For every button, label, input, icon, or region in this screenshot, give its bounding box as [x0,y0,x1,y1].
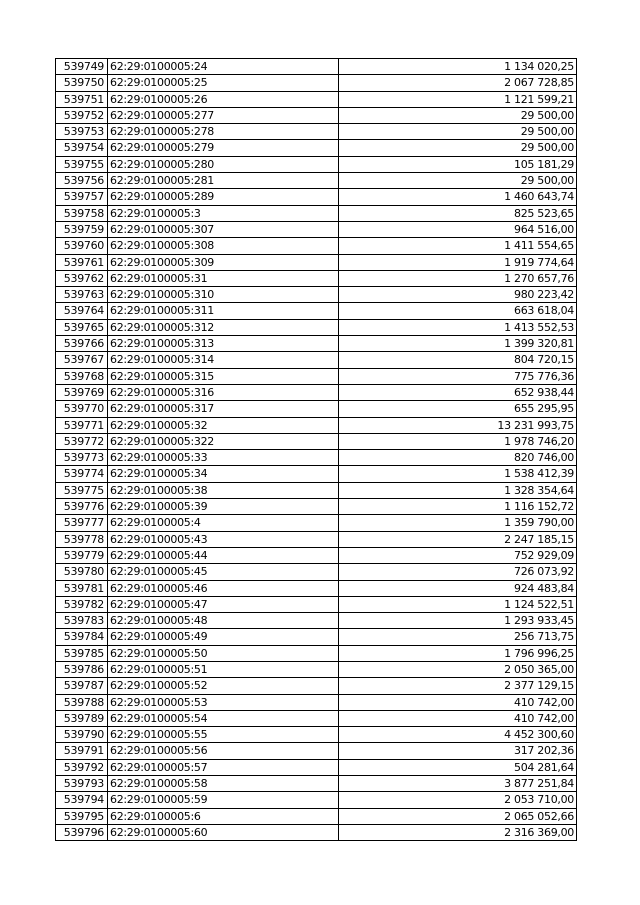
value-cell: 1 359 790,00 [339,515,577,531]
table-row [56,352,577,368]
value-cell: 775 776,36 [339,368,577,384]
table-row [56,401,577,417]
table-row [56,433,577,449]
table-row [56,173,577,189]
table-row [56,678,577,694]
table-row [56,221,577,237]
value-cell: 13 231 993,75 [339,417,577,433]
value-cell: 504 281,64 [339,759,577,775]
value-cell: 1 134 020,25 [339,59,577,75]
value-cell: 1 978 746,20 [339,433,577,449]
table-row [56,75,577,91]
cadastral-number-cell: 62:29:0100005:314 [108,352,339,368]
table-row [56,336,577,352]
value-cell: 1 116 152,72 [339,499,577,515]
cadastral-number-cell: 62:29:0100005:317 [108,401,339,417]
cadastral-number-cell: 62:29:0100005:38 [108,482,339,498]
row-id-cell: 539769 [56,384,108,400]
table-row [56,710,577,726]
row-id-cell: 539792 [56,759,108,775]
value-cell: 2 067 728,85 [339,75,577,91]
cadastral-number-cell: 62:29:0100005:46 [108,580,339,596]
table-row [56,515,577,531]
cadastral-number-cell: 62:29:0100005:24 [108,59,339,75]
cadastral-number-cell: 62:29:0100005:44 [108,547,339,563]
table-row [56,270,577,286]
value-cell: 980 223,42 [339,287,577,303]
row-id-cell: 539765 [56,319,108,335]
row-id-cell: 539776 [56,499,108,515]
row-id-cell: 539755 [56,156,108,172]
cadastral-number-cell: 62:29:0100005:308 [108,238,339,254]
table-row [56,368,577,384]
cadastral-number-cell: 62:29:0100005:47 [108,596,339,612]
row-id-cell: 539774 [56,466,108,482]
table-row [56,205,577,221]
value-cell: 410 742,00 [339,694,577,710]
value-cell: 2 316 369,00 [339,824,577,840]
value-cell: 256 713,75 [339,629,577,645]
value-cell: 2 053 710,00 [339,792,577,808]
cadastral-number-cell: 62:29:0100005:278 [108,124,339,140]
value-cell: 29 500,00 [339,173,577,189]
table-row [56,140,577,156]
cadastral-number-cell: 62:29:0100005:322 [108,433,339,449]
table-row [56,303,577,319]
row-id-cell: 539779 [56,547,108,563]
table-row [56,694,577,710]
cadastral-number-cell: 62:29:0100005:277 [108,107,339,123]
row-id-cell: 539754 [56,140,108,156]
table-row [56,124,577,140]
cadastral-number-cell: 62:29:0100005:312 [108,319,339,335]
value-cell: 663 618,04 [339,303,577,319]
value-cell: 1 919 774,64 [339,254,577,270]
table-row [56,254,577,270]
cadastral-number-cell: 62:29:0100005:316 [108,384,339,400]
cadastral-number-cell: 62:29:0100005:281 [108,173,339,189]
row-id-cell: 539767 [56,352,108,368]
row-id-cell: 539759 [56,221,108,237]
cadastral-number-cell: 62:29:0100005:52 [108,678,339,694]
row-id-cell: 539750 [56,75,108,91]
cadastral-number-cell: 62:29:0100005:3 [108,205,339,221]
value-cell: 752 929,09 [339,547,577,563]
table-row [56,759,577,775]
value-cell: 1 538 412,39 [339,466,577,482]
row-id-cell: 539777 [56,515,108,531]
value-cell: 317 202,36 [339,743,577,759]
table-body [56,59,577,841]
cadastral-number-cell: 62:29:0100005:60 [108,824,339,840]
row-id-cell: 539760 [56,238,108,254]
row-id-cell: 539786 [56,661,108,677]
cadastral-number-cell: 62:29:0100005:48 [108,613,339,629]
cadastral-number-cell: 62:29:0100005:55 [108,727,339,743]
table-row [56,808,577,824]
table-row [56,287,577,303]
value-cell: 1 293 933,45 [339,613,577,629]
value-cell: 964 516,00 [339,221,577,237]
cadastral-number-cell: 62:29:0100005:279 [108,140,339,156]
table-row [56,743,577,759]
cadastral-number-cell: 62:29:0100005:309 [108,254,339,270]
row-id-cell: 539773 [56,450,108,466]
value-cell: 825 523,65 [339,205,577,221]
row-id-cell: 539784 [56,629,108,645]
cadastral-number-cell: 62:29:0100005:33 [108,450,339,466]
table-row [56,482,577,498]
row-id-cell: 539751 [56,91,108,107]
table-row [56,417,577,433]
row-id-cell: 539749 [56,59,108,75]
table-row [56,91,577,107]
document-page [55,58,577,841]
row-id-cell: 539766 [56,336,108,352]
row-id-cell: 539771 [56,417,108,433]
value-cell: 655 295,95 [339,401,577,417]
value-cell: 1 328 354,64 [339,482,577,498]
row-id-cell: 539753 [56,124,108,140]
cadastral-number-cell: 62:29:0100005:45 [108,564,339,580]
value-cell: 1 124 522,51 [339,596,577,612]
row-id-cell: 539783 [56,613,108,629]
value-cell: 1 411 554,65 [339,238,577,254]
cadastral-number-cell: 62:29:0100005:25 [108,75,339,91]
value-cell: 2 065 052,66 [339,808,577,824]
value-cell: 1 121 599,21 [339,91,577,107]
cadastral-number-cell: 62:29:0100005:56 [108,743,339,759]
cadastral-number-cell: 62:29:0100005:34 [108,466,339,482]
row-id-cell: 539775 [56,482,108,498]
cadastral-number-cell: 62:29:0100005:310 [108,287,339,303]
value-cell: 924 483,84 [339,580,577,596]
table-row [56,547,577,563]
row-id-cell: 539772 [56,433,108,449]
value-cell: 2 377 129,15 [339,678,577,694]
cadastral-number-cell: 62:29:0100005:311 [108,303,339,319]
cadastral-number-cell: 62:29:0100005:31 [108,270,339,286]
value-cell: 1 270 657,76 [339,270,577,286]
row-id-cell: 539781 [56,580,108,596]
table-row [56,776,577,792]
cadastral-number-cell: 62:29:0100005:53 [108,694,339,710]
value-cell: 1 413 552,53 [339,319,577,335]
table-row [56,824,577,840]
row-id-cell: 539795 [56,808,108,824]
value-cell: 1 460 643,74 [339,189,577,205]
table-row [56,613,577,629]
row-id-cell: 539757 [56,189,108,205]
row-id-cell: 539762 [56,270,108,286]
value-cell: 4 452 300,60 [339,727,577,743]
table-row [56,727,577,743]
cadastral-number-cell: 62:29:0100005:51 [108,661,339,677]
row-id-cell: 539793 [56,776,108,792]
table-row [56,564,577,580]
table-row [56,450,577,466]
cadastral-number-cell: 62:29:0100005:49 [108,629,339,645]
table-row [56,792,577,808]
cadastral-number-cell: 62:29:0100005:280 [108,156,339,172]
cadastral-number-cell: 62:29:0100005:313 [108,336,339,352]
table-row [56,531,577,547]
table-row [56,384,577,400]
cadastral-number-cell: 62:29:0100005:26 [108,91,339,107]
table-row [56,499,577,515]
row-id-cell: 539790 [56,727,108,743]
cadastral-number-cell: 62:29:0100005:289 [108,189,339,205]
value-cell: 2 247 185,15 [339,531,577,547]
cadastral-number-cell: 62:29:0100005:315 [108,368,339,384]
cadastral-number-cell: 62:29:0100005:307 [108,221,339,237]
cadastral-number-cell: 62:29:0100005:32 [108,417,339,433]
row-id-cell: 539780 [56,564,108,580]
cadastral-number-cell: 62:29:0100005:43 [108,531,339,547]
table-row [56,661,577,677]
value-cell: 820 746,00 [339,450,577,466]
cadastral-number-cell: 62:29:0100005:50 [108,645,339,661]
row-id-cell: 539794 [56,792,108,808]
row-id-cell: 539761 [56,254,108,270]
cadastral-number-cell: 62:29:0100005:6 [108,808,339,824]
row-id-cell: 539756 [56,173,108,189]
row-id-cell: 539768 [56,368,108,384]
row-id-cell: 539770 [56,401,108,417]
value-cell: 3 877 251,84 [339,776,577,792]
row-id-cell: 539782 [56,596,108,612]
row-id-cell: 539788 [56,694,108,710]
value-cell: 804 720,15 [339,352,577,368]
value-cell: 29 500,00 [339,124,577,140]
table-row [56,59,577,75]
table-row [56,189,577,205]
table-row [56,580,577,596]
value-cell: 652 938,44 [339,384,577,400]
table-row [56,466,577,482]
row-id-cell: 539789 [56,710,108,726]
value-cell: 1 796 996,25 [339,645,577,661]
value-cell: 726 073,92 [339,564,577,580]
row-id-cell: 539796 [56,824,108,840]
value-cell: 105 181,29 [339,156,577,172]
row-id-cell: 539758 [56,205,108,221]
row-id-cell: 539785 [56,645,108,661]
table-row [56,596,577,612]
table-row [56,238,577,254]
cadastral-number-cell: 62:29:0100005:59 [108,792,339,808]
cadastral-number-cell: 62:29:0100005:54 [108,710,339,726]
row-id-cell: 539778 [56,531,108,547]
cadastral-number-cell: 62:29:0100005:58 [108,776,339,792]
row-id-cell: 539764 [56,303,108,319]
cadastral-number-cell: 62:29:0100005:4 [108,515,339,531]
cadastral-value-table [55,58,577,841]
cadastral-number-cell: 62:29:0100005:39 [108,499,339,515]
row-id-cell: 539763 [56,287,108,303]
value-cell: 2 050 365,00 [339,661,577,677]
row-id-cell: 539752 [56,107,108,123]
cadastral-number-cell: 62:29:0100005:57 [108,759,339,775]
value-cell: 410 742,00 [339,710,577,726]
value-cell: 1 399 320,81 [339,336,577,352]
value-cell: 29 500,00 [339,140,577,156]
table-row [56,156,577,172]
table-row [56,107,577,123]
value-cell: 29 500,00 [339,107,577,123]
table-row [56,319,577,335]
row-id-cell: 539787 [56,678,108,694]
row-id-cell: 539791 [56,743,108,759]
table-row [56,645,577,661]
table-row [56,629,577,645]
